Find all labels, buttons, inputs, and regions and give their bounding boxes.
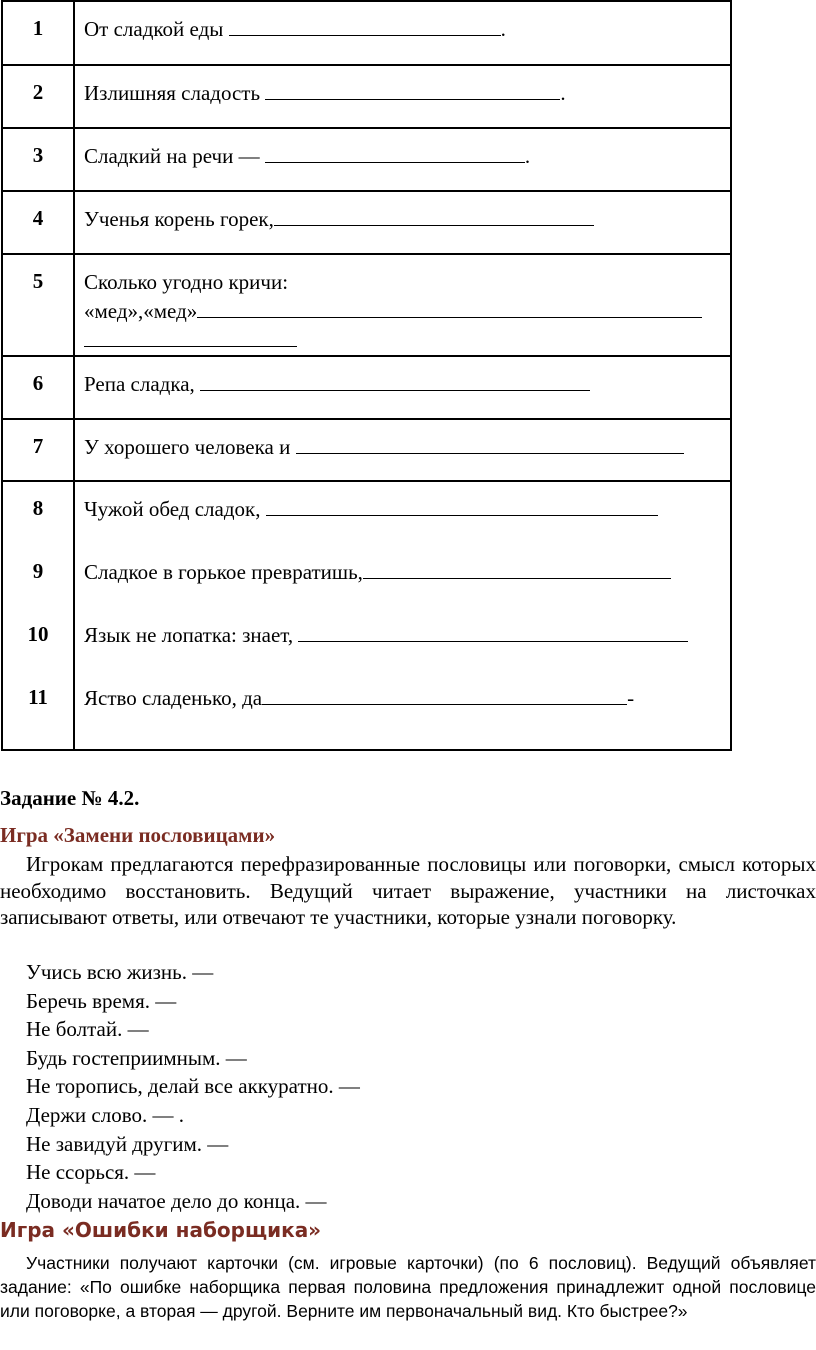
game2-paragraph: Участники получают карточки (см. игровые карточки) (по 6 пословиц). Ведущий объявляет задание: «По ошибке наборщика первая половина предложения принадлежит одной пословице или поговорке, а вторая — другой. Верните им первоначальный вид. Кто быстрее?» bbox=[0, 1253, 816, 1321]
table-row bbox=[2, 356, 731, 419]
proverb-text: Ученья корень горек, bbox=[74, 191, 731, 254]
table-row bbox=[2, 128, 731, 191]
answer-blank bbox=[266, 495, 658, 516]
answer-blank bbox=[84, 326, 297, 347]
row-number: 8 bbox=[32, 496, 44, 520]
proverb-texts bbox=[74, 481, 731, 750]
row-number: 9 bbox=[32, 559, 44, 583]
list-item: Беречь время. — bbox=[26, 988, 177, 1013]
game2-title: Игра «Ошибки наборщика» bbox=[0, 1218, 322, 1242]
table-row bbox=[2, 254, 731, 356]
list-item: Будь гостеприимным. — bbox=[26, 1045, 247, 1070]
row-number: 7 bbox=[2, 419, 74, 481]
row-number: 10 bbox=[27, 622, 49, 646]
row-number: 2 bbox=[2, 65, 74, 128]
proverb-line: Язык не лопатка: знает, bbox=[84, 621, 722, 684]
answer-blank bbox=[265, 142, 525, 163]
answer-blank bbox=[229, 15, 501, 36]
row-numbers bbox=[2, 481, 74, 750]
list-item: Доводи начатое дело до конца. — bbox=[26, 1188, 327, 1213]
proverb-text: Репа сладка, bbox=[74, 356, 731, 419]
answer-blank bbox=[265, 79, 560, 100]
list-item: Не болтай. — bbox=[26, 1017, 149, 1042]
list-item: Не ссорься. — bbox=[26, 1160, 156, 1185]
row-number: 1 bbox=[2, 1, 74, 65]
proverb-line: Яство сладенько, да - bbox=[84, 686, 635, 710]
list-item: Не завидуй другим. — bbox=[26, 1131, 229, 1156]
list-item: Не торопись, делай все аккуратно. — bbox=[26, 1074, 360, 1099]
proverb-line: Сколько угодно кричи: bbox=[84, 270, 289, 294]
proverb-line: Чужой обед сладок, bbox=[84, 495, 722, 558]
proverb-text: От сладкой еды . bbox=[74, 1, 731, 65]
proverb-line bbox=[84, 326, 722, 355]
list-item: Держи слово. — . bbox=[26, 1102, 184, 1127]
row-number: 4 bbox=[2, 191, 74, 254]
game1-title: Игра «Замени пословицами» bbox=[0, 823, 276, 847]
game1-paragraph: Игрокам предлагаются перефразированные пословицы или поговорки, смысл которых необходимо восстановить. Ведущий читает выражение, участники на листочках записывают ответы, или отвечают те участники, которые узнали поговорку. bbox=[0, 852, 816, 929]
answer-blank bbox=[200, 370, 590, 391]
table-row bbox=[2, 481, 731, 750]
proverb-text: Сладкий на речи — . bbox=[74, 128, 731, 191]
answer-blank bbox=[298, 621, 688, 642]
row-number: 11 bbox=[28, 685, 48, 709]
rephrased-list bbox=[26, 958, 360, 1215]
row-number: 3 bbox=[2, 128, 74, 191]
table-row bbox=[2, 1, 731, 65]
proverb-line: Сладкое в горькое превратишь, bbox=[84, 558, 722, 621]
table-row bbox=[2, 419, 731, 481]
row-number: 5 bbox=[2, 254, 74, 356]
answer-blank bbox=[262, 684, 627, 705]
answer-blank bbox=[274, 205, 594, 226]
proverb-line: «мед»,«мед» bbox=[84, 297, 722, 326]
table-row bbox=[2, 65, 731, 128]
answer-blank bbox=[363, 558, 671, 579]
proverb-text bbox=[74, 254, 731, 356]
proverb-text: Излишняя сладость . bbox=[74, 65, 731, 128]
answer-blank bbox=[197, 297, 702, 318]
row-number: 6 bbox=[2, 356, 74, 419]
answer-blank bbox=[296, 433, 684, 454]
proverb-text: У хорошего человека и bbox=[74, 419, 731, 481]
proverbs-table bbox=[1, 0, 732, 751]
table-row bbox=[2, 191, 731, 254]
task-title: Задание № 4.2. bbox=[0, 786, 140, 810]
list-item: Учись всю жизнь. — bbox=[26, 960, 214, 984]
